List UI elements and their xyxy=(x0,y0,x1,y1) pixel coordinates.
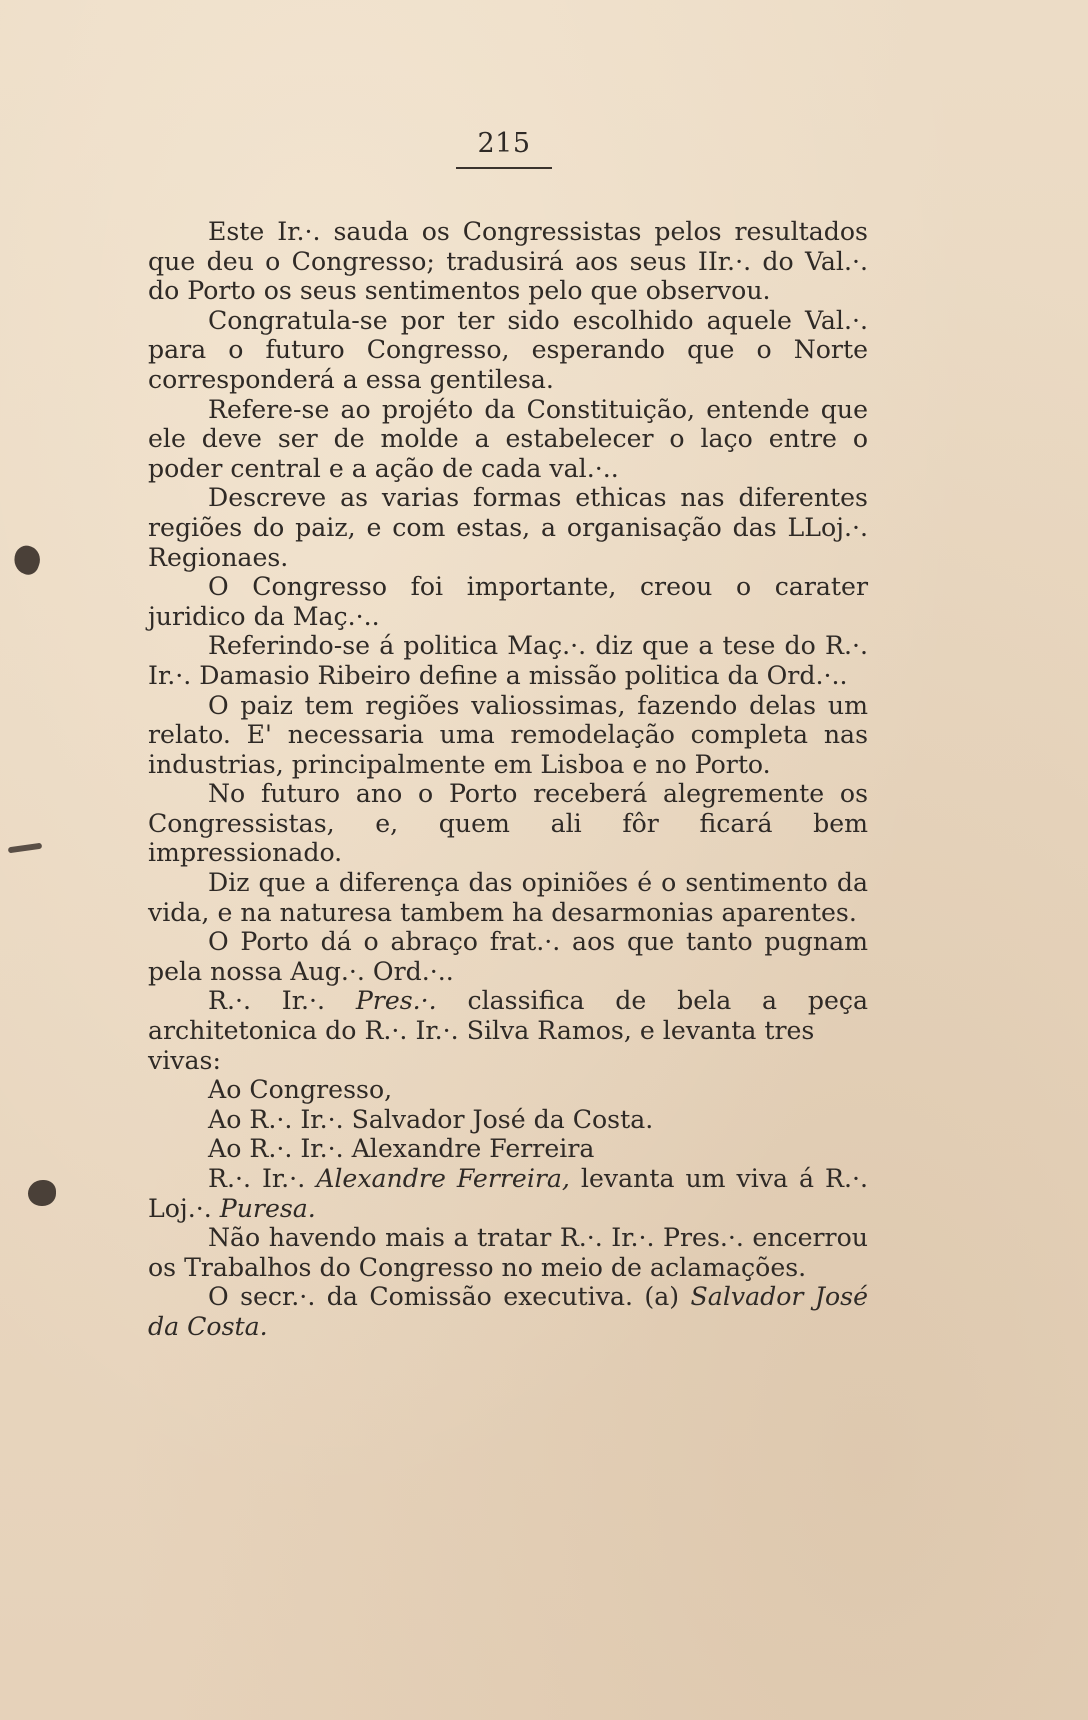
page-number-rule xyxy=(456,167,552,169)
lodge-name: Puresa. xyxy=(219,1193,316,1223)
ink-stain xyxy=(10,542,44,577)
paragraph: Congratula-se por ter sido escolhido aquele Val.·. para o futuro Congresso, esperando que o Norte corresponderá a essa gentilesa. xyxy=(148,305,868,394)
paragraph: O Congresso foi importante, creou o carater juridico da Maç.·.. xyxy=(148,572,868,631)
paragraph: Diz que a diferença das opiniões é o sentimento da vida, e na naturesa tambem ha desarmonias aparentes. xyxy=(148,868,868,927)
toast-line: Ao Congresso, xyxy=(208,1075,393,1105)
ferreira-middle: levanta um viva á R.·. Loj.·. xyxy=(148,1164,869,1223)
toast-line: Ao R.·. Ir.·. Alexandre Ferreira xyxy=(208,1134,595,1164)
paragraph: Referindo-se á politica Maç.·. diz que a tese do R.·. Ir.·. Damasio Ribeiro define a missão politica da Ord.·.. xyxy=(148,631,868,690)
paragraph: Descreve as varias formas ethicas nas diferentes regiões do paiz, e com estas, a organisação das LLoj.·. Regionaes. xyxy=(148,483,868,572)
signature-lead: O secr.·. da Comissão executiva. (a) xyxy=(208,1282,680,1312)
ink-stain xyxy=(28,1180,56,1206)
pres-lead: R.·. Ir.·. xyxy=(208,986,326,1016)
page-body-text xyxy=(148,217,868,1342)
signature-name: Salvador José da Costa. xyxy=(148,1282,868,1341)
paragraph: vivas: xyxy=(148,1045,221,1075)
pres-rest: classifica de bela a peça architetonica do R.·. Ir.·. Silva Ramos, e levanta tres xyxy=(148,986,869,1046)
paragraph: Refere-se ao projéto da Constituição, entende que ele deve ser de molde a estabelecer o laço entre o poder central e a ação de cada val.·.. xyxy=(148,394,868,483)
toast-line: Ao R.·. Ir.·. Salvador José da Costa. xyxy=(208,1104,654,1134)
paragraph: Este Ir.·. sauda os Congressistas pelos resultados que deu o Congresso; tradusirá aos seus IIr.·. do Val.·. do Porto os seus sentimentos pelo que observou. xyxy=(148,217,868,306)
pres-paragraph xyxy=(148,986,868,1045)
ferreira-paragraph xyxy=(148,1164,868,1223)
page-number: 215 xyxy=(477,128,531,159)
paragraph: O Porto dá o abraço frat.·. aos que tanto pugnam pela nossa Aug.·. Ord.·.. xyxy=(148,927,868,986)
paragraph: Não havendo mais a tratar R.·. Ir.·. Pres.·. encerrou os Trabalhos do Congresso no meio de aclamações. xyxy=(148,1223,868,1282)
ferreira-lead: R.·. Ir.·. xyxy=(208,1164,306,1193)
paragraph: O paiz tem regiões valiossimas, fazendo delas um relato. E' necessaria uma remodelação completa nas industrias, principalmente em Lisboa e no Porto. xyxy=(148,690,868,779)
pres-title: Pres.·. xyxy=(355,986,437,1016)
ferreira-name: Alexandre Ferreira, xyxy=(316,1164,570,1193)
ink-mark xyxy=(8,843,43,854)
paragraph: No futuro ano o Porto receberá alegremente os Congressistas, e, quem ali fôr ficará bem impressionado. xyxy=(148,779,868,868)
signature-paragraph xyxy=(148,1282,868,1341)
